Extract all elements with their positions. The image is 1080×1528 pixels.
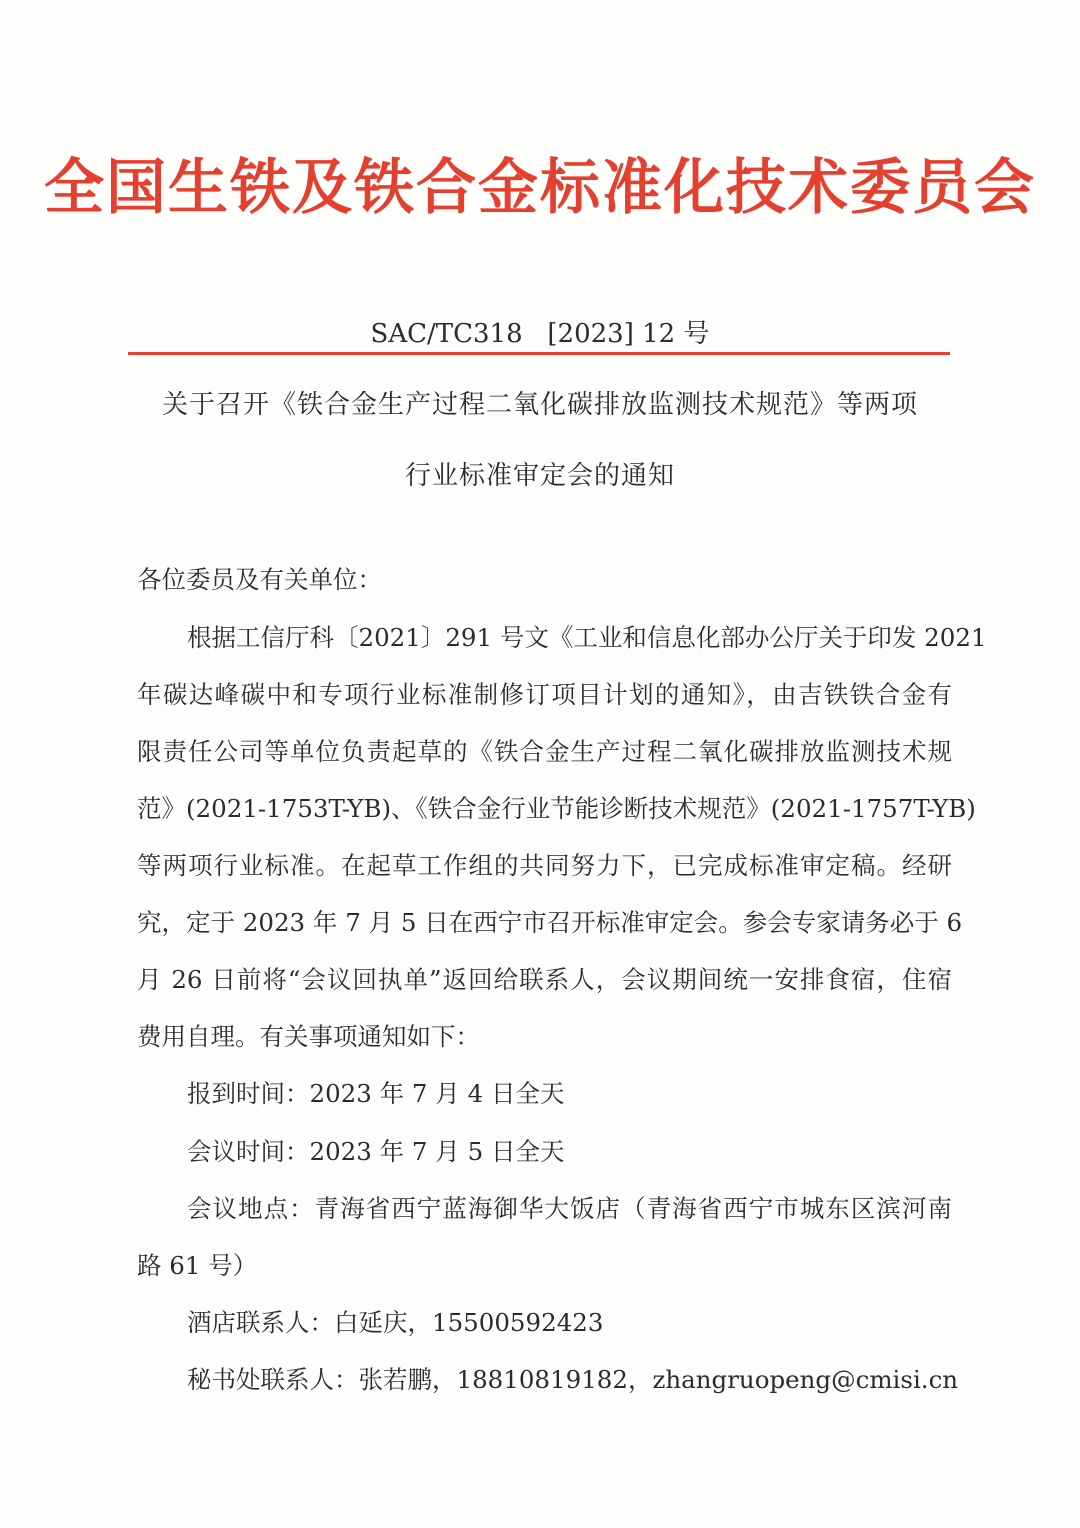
- paragraph-line: 究，定于 2023 年 7 月 5 日在西宁市召开标准审定会。参会专家请务必于 6: [137, 908, 963, 937]
- document-number: SAC/TC318 [2023] 12 号: [370, 319, 710, 349]
- paragraph-line: 根据工信厅科〔2021〕291 号文《工业和信息化部办公厅关于印发 2021: [187, 623, 987, 652]
- paragraph-line: 范》(2021-1753T-YB)、《铁合金行业节能诊断技术规范》(2021-1757T-YB): [137, 794, 976, 823]
- paragraph-line: 费用自理。有关事项通知如下：: [137, 1022, 480, 1051]
- salutation: 各位委员及有关单位：: [137, 565, 382, 594]
- meeting-venue: 会议地点：青海省西宁蓝海御华大饭店（青海省西宁市城东区滨河南: [187, 1194, 952, 1223]
- paragraph-line: 限责任公司等单位负责起草的《铁合金生产过程二氧化碳排放监测技术规: [137, 737, 952, 766]
- notice-title-line-1: 关于召开《铁合金生产过程二氧化碳排放监测技术规范》等两项: [161, 390, 918, 420]
- registration-time: 报到时间：2023 年 7 月 4 日全天: [187, 1079, 565, 1108]
- meeting-time: 会议时间：2023 年 7 月 5 日全天: [187, 1137, 565, 1166]
- meeting-venue-continued: 路 61 号）: [137, 1251, 258, 1280]
- paragraph-line: 月 26 日前将“会议回执单”返回给联系人，会议期间统一安排食宿，住宿: [137, 965, 952, 994]
- secretariat-contact: 秘书处联系人：张若鹏，18810819182，zhangruopeng@cmisi.cn: [187, 1365, 959, 1394]
- paragraph-line: 年碳达峰碳中和专项行业标准制修订项目计划的通知》，由吉铁铁合金有: [137, 680, 952, 709]
- paragraph-line: 等两项行业标准。在起草工作组的共同努力下，已完成标准审定稿。经研: [137, 851, 952, 880]
- hotel-contact: 酒店联系人：白延庆，15500592423: [187, 1308, 604, 1337]
- organization-letterhead: 全国生铁及铁合金标准化技术委员会: [44, 153, 1036, 223]
- letterhead-divider: [128, 352, 950, 355]
- notice-title-line-2: 行业标准审定会的通知: [404, 461, 675, 491]
